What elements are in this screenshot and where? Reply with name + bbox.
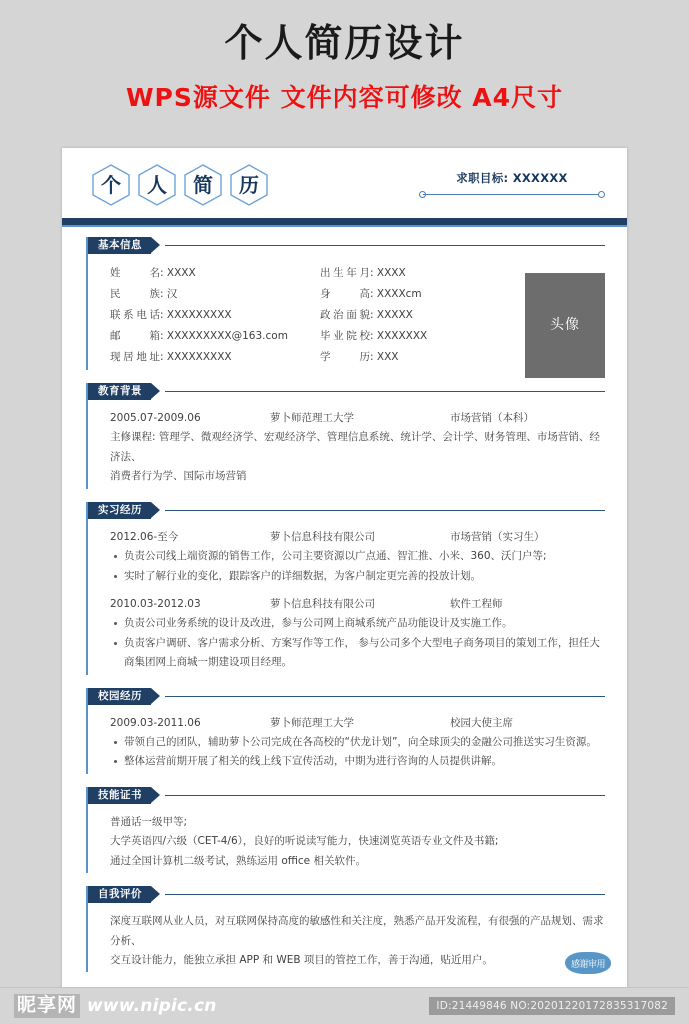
section-internship-head [88,502,605,519]
spacer [86,873,605,886]
info-value: XXXXXXXXX [166,351,232,363]
info-label: 政治面貌 [320,309,370,321]
info-value: XXXXXXXXX@163.com [166,330,288,342]
info-value: XXXXXXX [376,330,428,342]
campus-entry-head [110,714,605,733]
info-label: 联系电话 [110,309,160,321]
info-field: 学历: XXX [320,347,509,368]
brand-url: www.nipic.cn [87,996,217,1016]
section-skills-tag: 技能证书 [88,787,151,804]
internship-date: 2012.06-至今 [110,530,179,543]
info-field: 姓名: XXXX [110,263,320,284]
section-evaluation-tag: 自我评价 [88,886,151,903]
section-rule [165,696,605,697]
section-evaluation-head [88,886,605,903]
promo-subtitle: WPS源文件 文件内容可修改 A4尺寸 [125,82,564,112]
section-campus-tag: 校园经历 [88,688,151,705]
education-role: 市场营销（本科） [450,412,534,424]
section-evaluation-body [100,903,605,970]
internship-role: 市场营销（实习生） [450,530,545,543]
promo-title: 个人简历设计 [224,21,465,65]
hex-char-1-label: 个 [101,173,121,197]
info-field: 政治面貌: XXXXX [320,305,509,326]
promo-header [0,0,689,114]
hex-char-3 [184,164,222,206]
section-education-tag: 教育背景 [88,383,151,400]
education-courses-line-2: 消费者行为学、国际市场营销 [110,470,247,483]
education-entry-head [110,409,605,428]
section-basic-info-head [88,237,605,254]
spacer [86,675,605,688]
info-field: 出生年月: XXXX [320,263,509,284]
section-basic-info [86,237,605,370]
section-education-head [88,383,605,400]
photo-placeholder: 头像 [525,273,605,378]
job-target-rule [419,191,605,198]
list-item: 负责公司业务系统的设计及改进，参与公司网上商城系统产品功能设计及实施工作。 [124,614,605,633]
list-item: 负责客户调研、客户需求分析、方案写作等工作， 参与公司多个大型电子商务项目的策划工作，担任大商集团网上商城一期建设项目经理。 [124,634,605,673]
internship-org: 萝卜信息科技有限公司 [270,530,375,543]
info-field: 民族: 汉 [110,284,320,305]
list-item: 整体运营前期开展了相关的线上线下宣传活动，中期为进行咨询的人员提供讲解。 [124,752,605,771]
internship-bullets [110,547,605,586]
internship-date: 2010.03-2012.03 [110,597,201,610]
hex-char-2-label: 人 [147,173,167,197]
info-field: 身高: XXXXcm [320,284,509,305]
internship-bullets [110,614,605,672]
section-basic-info-body [100,254,605,368]
section-skills [86,787,605,873]
approval-stamp: 感谢审用 [565,952,611,974]
info-label: 学历 [320,351,370,363]
hex-char-2 [138,164,176,206]
job-target-bar [423,194,601,195]
section-basic-info-tag: 基本信息 [88,237,151,254]
campus-date: 2009.03-2011.06 [110,716,201,729]
resume-logo [92,164,268,206]
education-courses-line-1: 主修课程: 管理学、微观经济学、宏观经济学、管理信息系统、统计学、会计学、财务管理、市场营销、经济法、 [110,431,600,463]
list-item: 实时了解行业的变化，跟踪客户的详细数据，为客户制定更完善的投放计划。 [124,567,605,586]
image-id-badge: ID:21449846 NO:20201220172835317082 [429,997,675,1015]
basic-info-holder [110,263,605,368]
info-field: 现居地址: XXXXXXXXX [110,347,320,368]
info-field: 毕业院校: XXXXXXX [320,326,509,347]
campus-org: 萝卜师范理工大学 [270,716,354,729]
hex-char-4 [230,164,268,206]
job-target-dot-right [598,191,605,198]
info-value: XXXX [376,267,406,279]
info-value: XXXXX [376,309,413,321]
internship-entry-head [110,595,605,614]
section-campus-head [88,688,605,705]
section-internship-tag: 实习经历 [88,502,151,519]
list-item: 带领自己的团队，辅助萝卜公司完成在各高校的“伏龙计划”，向全球顶尖的金融公司推送实习生资源。 [124,733,605,752]
skills-line-2: 大学英语四/六级（CET-4/6），良好的听说读写能力，快速浏览英语专业文件及书籍; [110,835,499,848]
skills-line-1: 普通话一级甲等; [110,815,188,828]
basic-info-grid [110,263,509,368]
info-value: XXX [376,351,399,363]
section-education [86,383,605,489]
brand [14,994,217,1018]
evaluation-line-1: 深度互联网从业人员，对互联网保持高度的敏感性和关注度，熟悉产品开发流程，有很强的产品规划、需求分析、 [110,915,604,947]
info-field: 联系电话: XXXXXXXXX [110,305,320,326]
internship-role: 软件工程师 [450,597,503,610]
education-org: 萝卜师范理工大学 [270,412,354,424]
job-target [419,170,605,198]
job-target-label: 求职目标: XXXXXX [456,171,568,185]
info-value: XXXXXXXXX [166,309,232,321]
spacer [86,774,605,787]
section-campus [86,688,605,774]
section-rule [165,245,605,246]
info-value: XXXX [166,267,196,279]
campus-bullets [110,733,605,772]
campus-role: 校园大使主席 [450,716,513,729]
section-internship [86,502,605,675]
info-value: XXXXcm [376,288,422,300]
resume-page [62,148,627,988]
section-skills-head [88,787,605,804]
info-label: 现居地址 [110,351,160,363]
info-value: 汉 [166,288,178,300]
info-label: 民族 [110,288,160,300]
info-field: 邮箱: XXXXXXXXX@163.com [110,326,320,347]
section-rule [165,795,605,796]
spacer [110,586,605,595]
section-rule [165,510,605,511]
evaluation-line-2: 交互设计能力，能独立承担 APP 和 WEB 项目的管控工作，善于沟通，贴近用户。 [110,954,493,967]
section-education-body [100,400,605,487]
info-label: 邮箱 [110,330,160,342]
skills-line-3: 通过全国计算机二级考试，熟练运用 office 相关软件。 [110,854,366,867]
section-evaluation [86,886,605,972]
info-label: 姓名 [110,267,160,279]
hex-char-3-label: 简 [193,173,213,197]
info-label: 出生年月 [320,267,370,279]
list-item: 负责公司线上端资源的销售工作，公司主要资源以广点通、智汇推、小米、360、沃门户等; [124,547,605,566]
education-date: 2005.07-2009.06 [110,412,201,424]
info-label: 毕业院校 [320,330,370,342]
resume-body [62,227,627,972]
site-footer [0,987,689,1024]
spacer [86,489,605,502]
info-label: 身高 [320,288,370,300]
section-rule [165,391,605,392]
section-rule [165,894,605,895]
section-skills-body [100,804,605,871]
resume-header [62,148,627,218]
internship-org: 萝卜信息科技有限公司 [270,597,375,610]
header-band [62,218,627,225]
brand-logo: 昵享网 [14,994,80,1018]
internship-entry-head [110,528,605,547]
section-campus-body [100,705,605,772]
section-internship-body [100,519,605,673]
hex-char-4-label: 历 [239,173,259,197]
hex-char-1 [92,164,130,206]
